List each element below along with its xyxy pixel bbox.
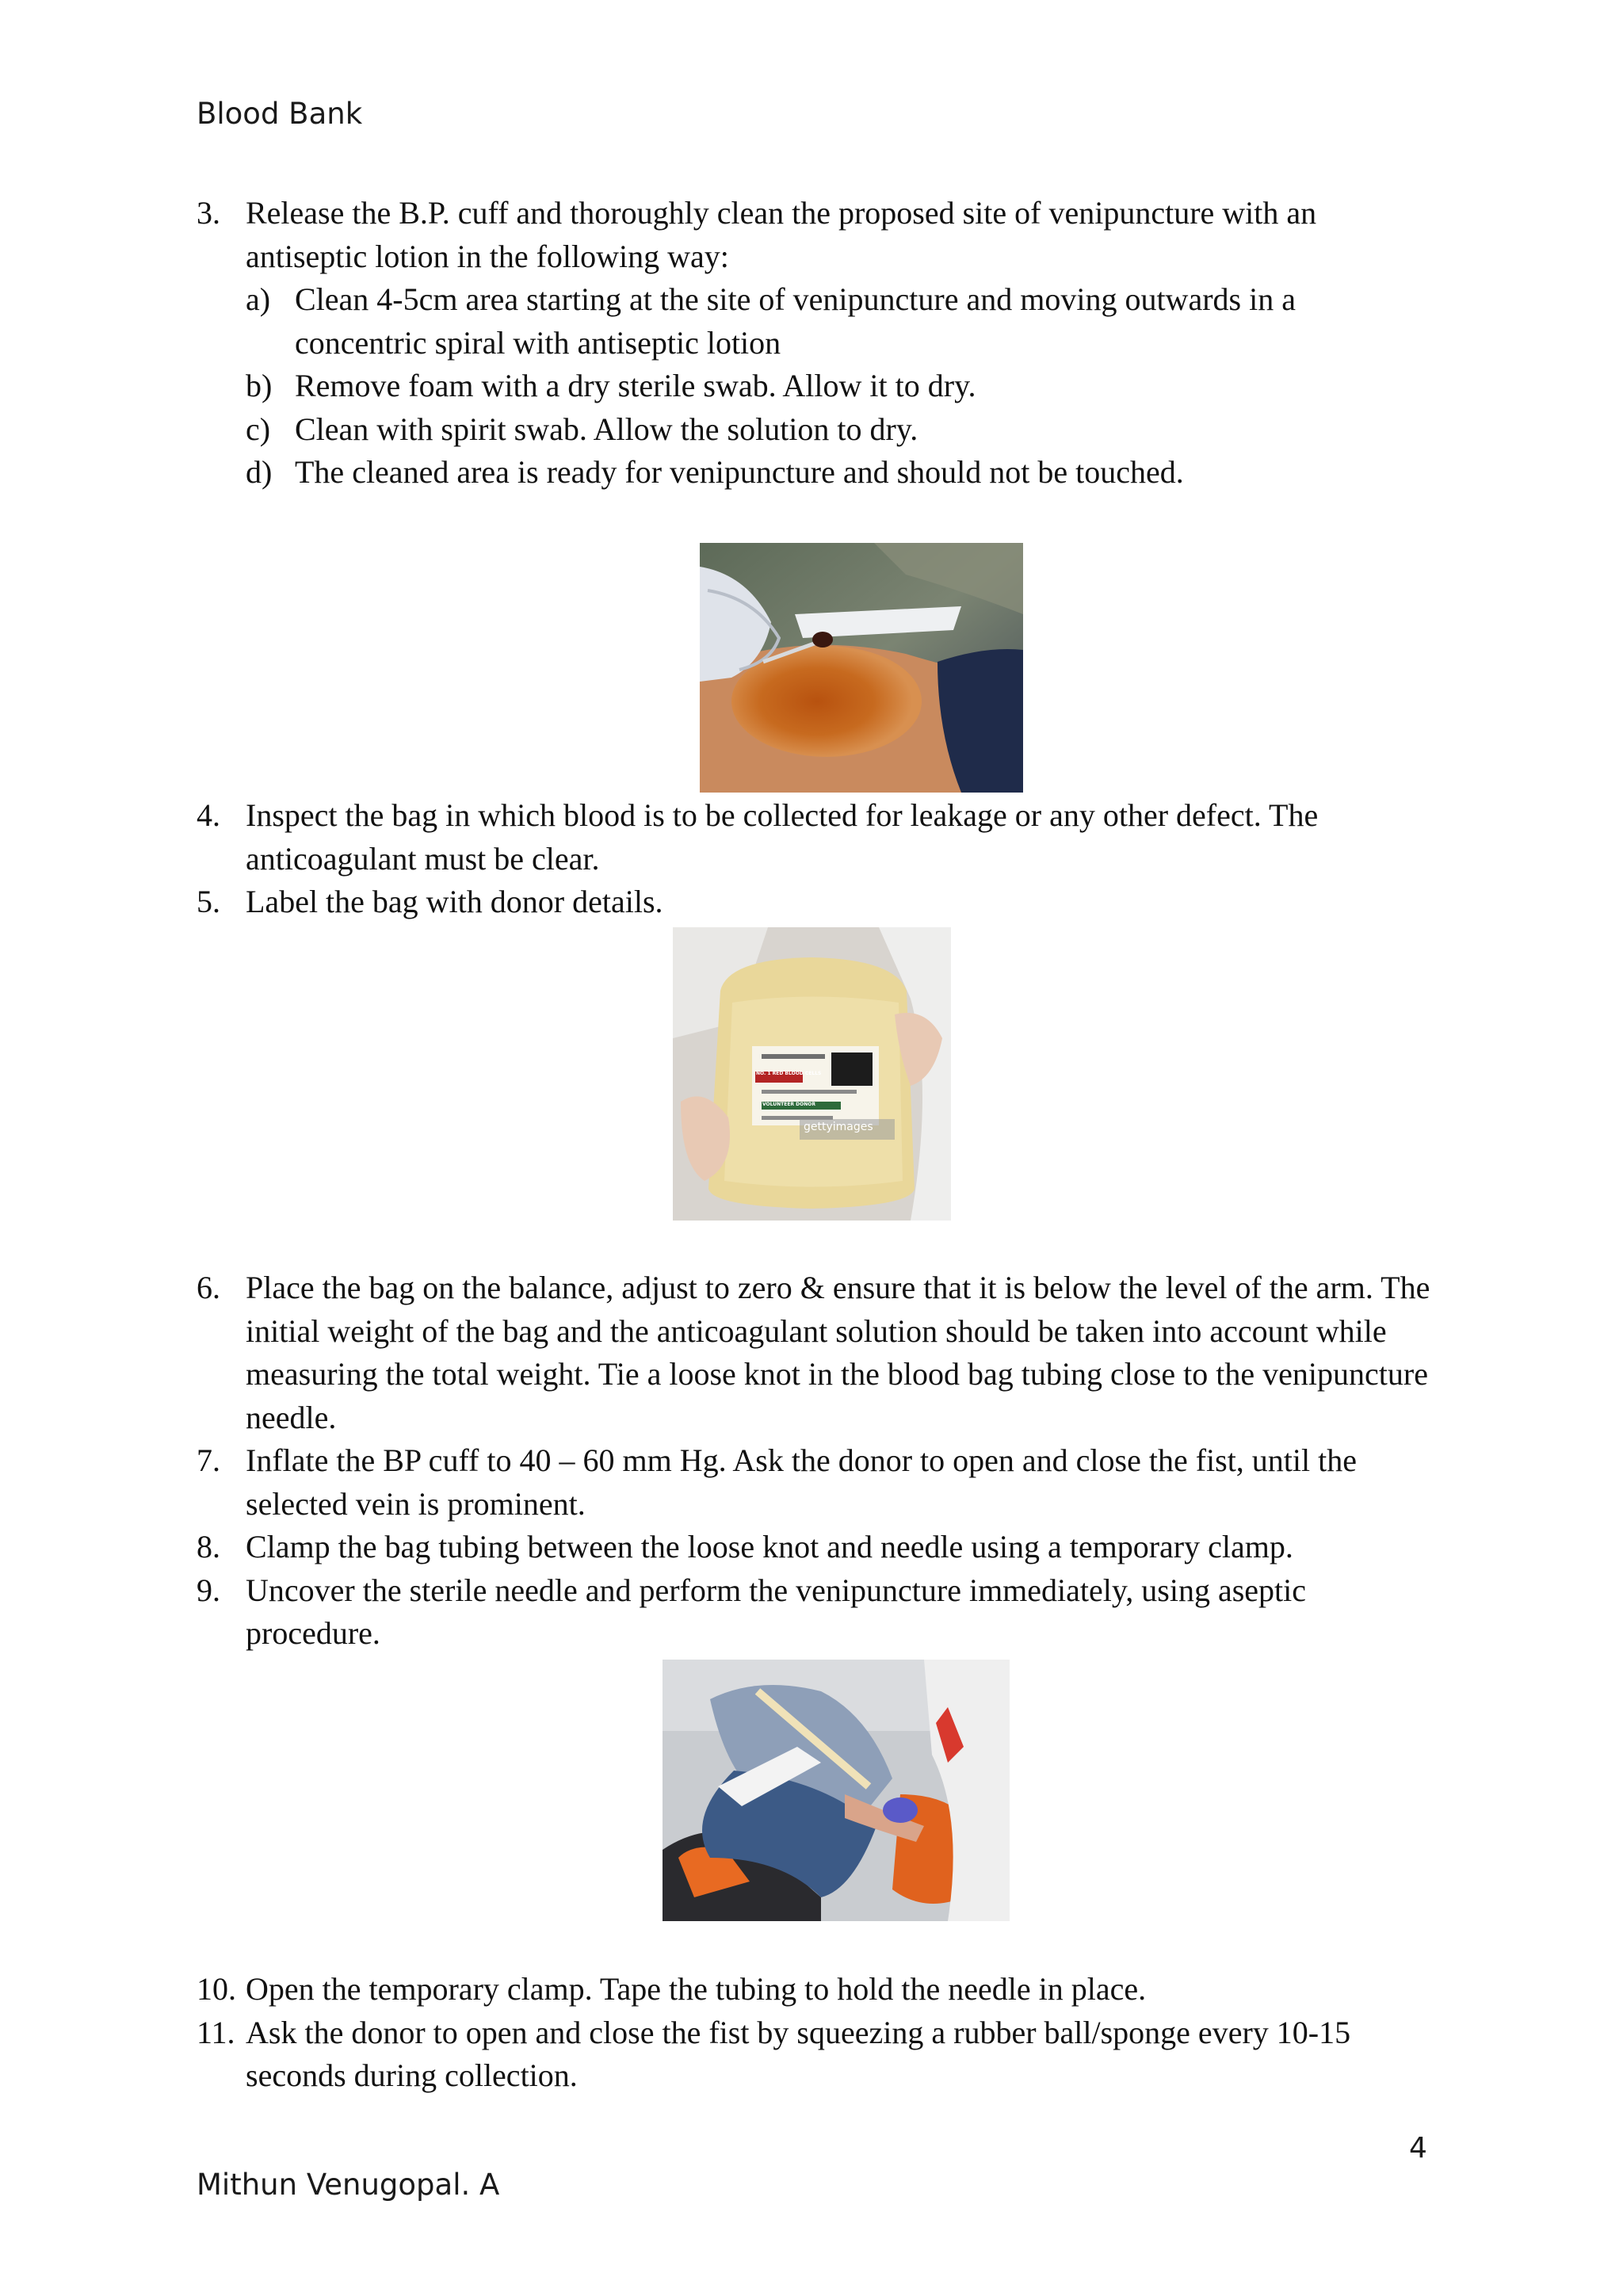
list-item-step-5 — [197, 881, 1433, 924]
step-list-section-4 — [197, 1968, 1433, 2098]
step-number: 6. — [197, 1270, 220, 1305]
list-item-step-8 — [197, 1526, 1433, 1569]
bag-label-subtitle: VOLUNTEER DONOR — [762, 1102, 815, 1107]
step-text: Place the bag on the balance, adjust to zero & ensure that it is below the level of the arm. The initial weight of the bag and the anticoagulant solution should be taken into account while measuring the total weight. Tie a loose knot in the blood bag tubing close to the venipuncture needle. — [246, 1270, 1430, 1435]
substep-b — [197, 365, 1433, 408]
step-text: Open the temporary clamp. Tape the tubing to hold the needle in place. — [246, 1971, 1147, 2007]
step-text: Inspect the bag in which blood is to be collected for leakage or any other defect. The anticoagulant must be clear. — [246, 797, 1319, 877]
substep-letter: b) — [246, 368, 273, 403]
page-header-title: Blood Bank — [197, 97, 363, 131]
substep-letter: c) — [246, 411, 271, 447]
substep-letter: d) — [246, 454, 273, 490]
photo-blood-donation — [663, 1660, 1010, 1921]
step-text: Clamp the bag tubing between the loose knot and needle using a temporary clamp. — [246, 1529, 1293, 1564]
photo-antiseptic-cleaning — [700, 543, 1023, 793]
list-item-step-9 — [197, 1569, 1433, 1656]
step-number: 10. — [197, 1971, 236, 2007]
substep-a — [197, 278, 1433, 365]
list-item-step-7 — [197, 1439, 1433, 1526]
page-number: 4 — [1409, 2132, 1427, 2164]
step-list-section-2 — [197, 794, 1433, 924]
step-number: 9. — [197, 1572, 220, 1608]
step-number: 5. — [197, 884, 220, 919]
substep-text: Clean 4-5cm area starting at the site of venipuncture and moving outwards in a concentric spiral with antiseptic lotion — [295, 281, 1296, 361]
step-list-section-3 — [197, 1266, 1433, 1656]
step-text: Inflate the BP cuff to 40 – 60 mm Hg. Ask the donor to open and close the fist, until the selected vein is prominent. — [246, 1442, 1358, 1522]
page-footer-author: Mithun Venugopal. A — [197, 2168, 500, 2202]
substep-text: The cleaned area is ready for venipuncture and should not be touched. — [295, 454, 1184, 490]
substep-d — [197, 451, 1433, 495]
step-number: 8. — [197, 1529, 220, 1564]
step-text: Uncover the sterile needle and perform the venipuncture immediately, using aseptic procedure. — [246, 1572, 1307, 1651]
step-number: 11. — [197, 2014, 235, 2050]
list-item-step-10 — [197, 1968, 1433, 2011]
substep-text: Clean with spirit swab. Allow the solution to dry. — [295, 411, 918, 447]
substep-c — [197, 408, 1433, 452]
watermark-text: gettyimages — [804, 1121, 873, 1133]
step-text: Ask the donor to open and close the fist by squeezing a rubber ball/sponge every 10-15 seconds during collection. — [246, 2014, 1351, 2093]
photo-blood-bag — [673, 927, 951, 1221]
step-text: Label the bag with donor details. — [246, 884, 663, 919]
bag-label-title: NO. 1 RED BLOOD CELLS — [756, 1071, 822, 1076]
step-number: 7. — [197, 1442, 220, 1478]
step-number: 3. — [197, 195, 220, 231]
substep-text: Remove foam with a dry sterile swab. Allow it to dry. — [295, 368, 976, 403]
step-text: Release the B.P. cuff and thoroughly clean the proposed site of venipuncture with an antiseptic lotion in the following way: — [246, 195, 1317, 274]
list-item-step-11 — [197, 2011, 1433, 2098]
list-item-step-3 — [197, 192, 1433, 278]
step-number: 4. — [197, 797, 220, 833]
list-item-step-4 — [197, 794, 1433, 881]
substep-letter: a) — [246, 281, 271, 317]
list-item-step-6 — [197, 1266, 1433, 1439]
step-list-section-1 — [197, 192, 1433, 495]
